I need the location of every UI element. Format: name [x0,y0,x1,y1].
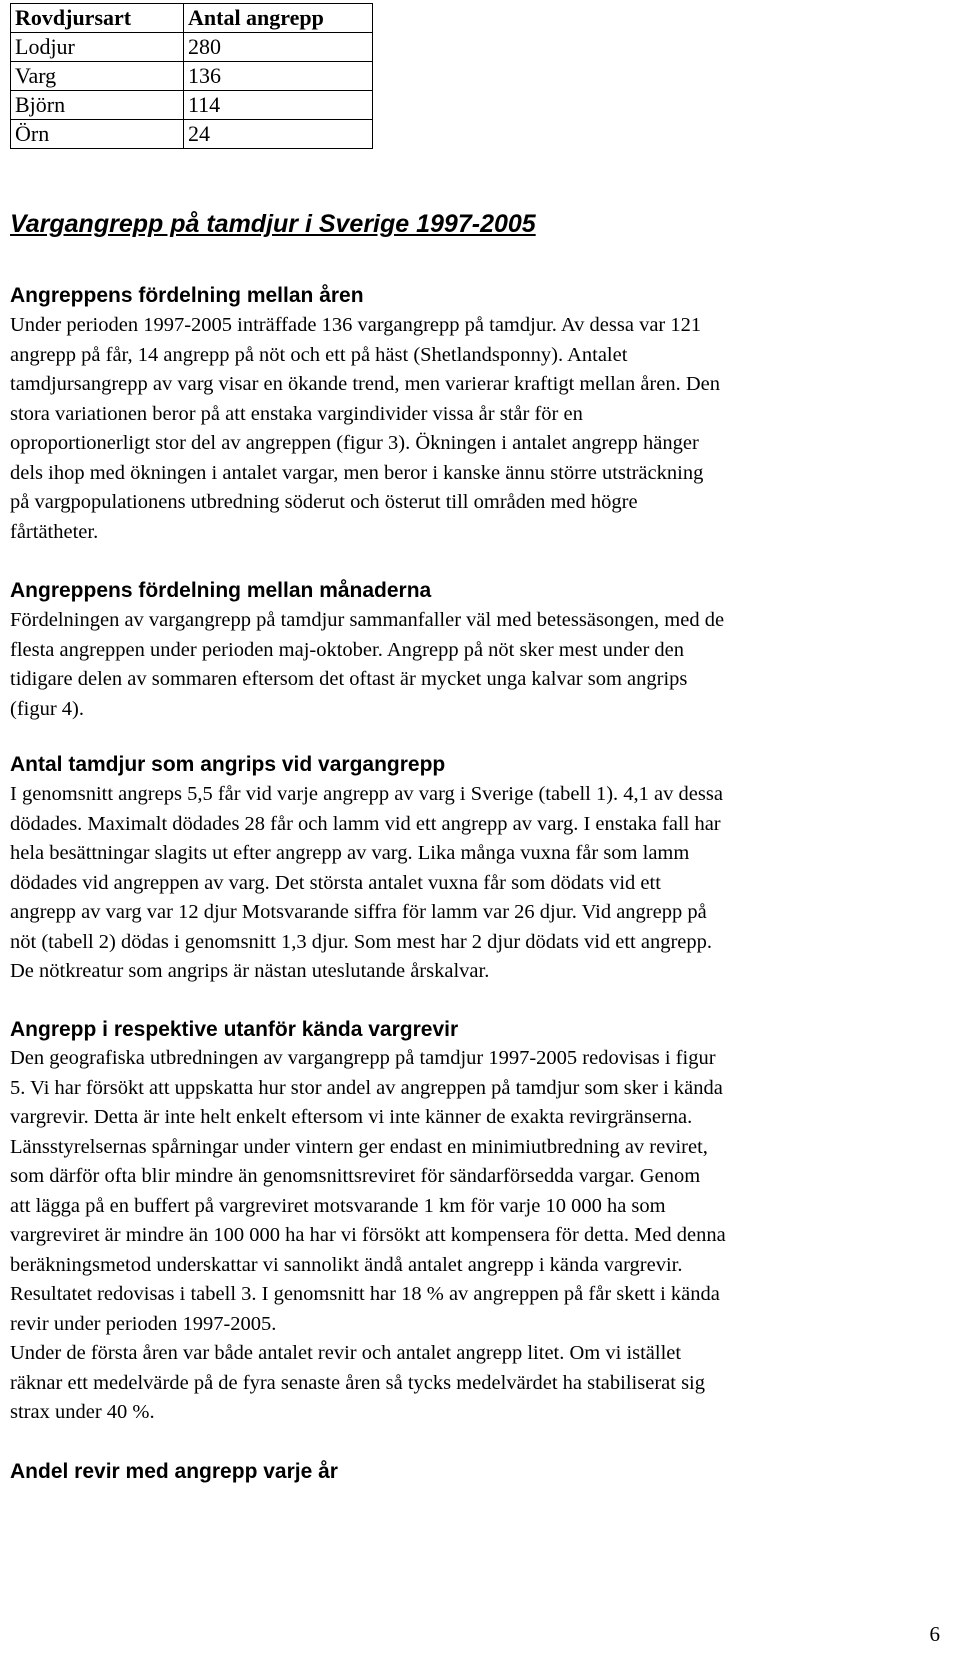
table-cell-count: 280 [184,33,373,62]
text-line: räknar ett medelvärde på de fyra senaste åren så tycks medelvärdet ha stabiliserat sig [10,1371,705,1394]
table-cell-species: Lodjur [11,33,184,62]
table-cell-species: Björn [11,91,184,120]
table-cell-species: Varg [11,62,184,91]
text-line: beräkningsmetod underskattar vi sannolikt ändå antalet angrepp i kända vargrevir. [10,1253,683,1276]
section-paragraph [10,780,910,987]
column-header-predator: Rovdjursart [11,4,184,33]
text-line: strax under 40 %. [10,1401,155,1423]
text-line: (figur 4). [10,697,85,720]
text-line: I genomsnitt angreps 5,5 får vid varje angrepp av varg i Sverige (tabell 1). 4,1 av dessa [10,783,723,805]
text-line: dels ihop med ökningen i antalet vargar, men beror i kanske ännu större utsträckning [10,461,704,484]
text-line: Länsstyrelsernas spårningar under vintern ger endast en minimiutbredning av reviret, [10,1135,708,1158]
text-line: revir under perioden 1997-2005. [10,1312,277,1335]
table-cell-species: Örn [11,120,184,149]
text-line: angrepp på får, 14 angrepp på nöt och ett på häst (Shetlandsponny). Antalet [10,343,628,366]
table-cell-count: 114 [184,91,373,120]
section-paragraph [10,606,910,724]
text-line: tamdjursangrepp av varg visar en ökande trend, men varierar kraftigt mellan åren. Den [10,373,721,395]
text-line: stora variationen beror på att enstaka vargindivider vissa år står för en [10,402,583,425]
table-row [11,120,373,149]
text-line: som därför ofta blir mindre än genomsnittsreviret för sändarförsedda vargar. Genom [10,1165,701,1187]
text-line: Under perioden 1997-2005 inträffade 136 vargangrepp på tamdjur. Av dessa var 121 [10,314,702,336]
section-paragraph [10,1044,910,1428]
text-line: Resultatet redovisas i tabell 3. I genomsnitt har 18 % av angreppen på får skett i kända [10,1283,720,1305]
section-heading: Andel revir med angrepp varje år [10,1460,338,1483]
text-line: vargreviret är mindre än 100 000 ha har vi försökt att kompensera för detta. Med denna [10,1224,726,1246]
predator-attacks-table [10,3,373,149]
section-paragraph [10,311,910,547]
section-heading: Antal tamdjur som angrips vid vargangrepp [10,753,446,776]
text-line: Fördelningen av vargangrepp på tamdjur sammanfaller väl med betessäsongen, med de [10,609,725,631]
page-number: 6 [929,1622,940,1646]
text-line: fårtätheter. [10,520,99,543]
section-heading: Angreppens fördelning mellan månaderna [10,579,432,602]
section-heading: Angrepp i respektive utanför kända vargrevir [10,1018,459,1041]
section-heading: Angreppens fördelning mellan åren [10,284,364,307]
text-line: Under de första åren var både antalet revir och antalet angrepp litet. Om vi istället [10,1342,682,1364]
document-title: Vargangrepp på tamdjur i Sverige 1997-2005 [10,210,536,238]
text-line: Den geografiska utbredningen av vargangrepp på tamdjur 1997-2005 redovisas i figur [10,1047,716,1069]
text-line: 5. Vi har försökt att uppskatta hur stor andel av angreppen på tamdjur som sker i kända [10,1076,723,1099]
table-cell-count: 136 [184,62,373,91]
text-line: på vargpopulationens utbredning söderut och österut till områden med högre [10,491,638,513]
text-line: tidigare delen av sommaren eftersom det oftast är mycket unga kalvar som angrips [10,668,688,690]
table-header-row [11,4,373,33]
text-line: dödades. Maximalt dödades 28 får och lamm vid ett angrepp av varg. I enstaka fall har [10,812,721,835]
text-line: vargrevir. Detta är inte helt enkelt eftersom vi inte känner de exakta revirgränserna. [10,1106,693,1128]
text-line: flesta angreppen under perioden maj-oktober. Angrepp på nöt sker mest under den [10,638,685,661]
table-row [11,62,373,91]
table-row [11,91,373,120]
text-line: hela besättningar slagits ut efter angrepp av varg. Lika många vuxna får som lamm [10,842,690,864]
text-line: De nötkreatur som angrips är nästan uteslutande årskalvar. [10,960,490,982]
text-line: angrepp av varg var 12 djur Motsvarande siffra för lamm var 26 djur. Vid angrepp på [10,901,707,923]
text-line: nöt (tabell 2) dödas i genomsnitt 1,3 djur. Som mest har 2 djur dödats vid ett angrepp. [10,930,713,953]
text-line: oproportionerligt stor del av angreppen (figur 3). Ökningen i antalet angrepp hänger [10,432,699,454]
table-row [11,33,373,62]
text-line: att lägga på en buffert på vargreviret motsvarande 1 km för varje 10 000 ha som [10,1194,666,1217]
text-line: dödades vid angreppen av varg. Det största antalet vuxna får som dödats vid ett [10,871,661,894]
column-header-attacks: Antal angrepp [184,4,373,33]
table-cell-count: 24 [184,120,373,149]
